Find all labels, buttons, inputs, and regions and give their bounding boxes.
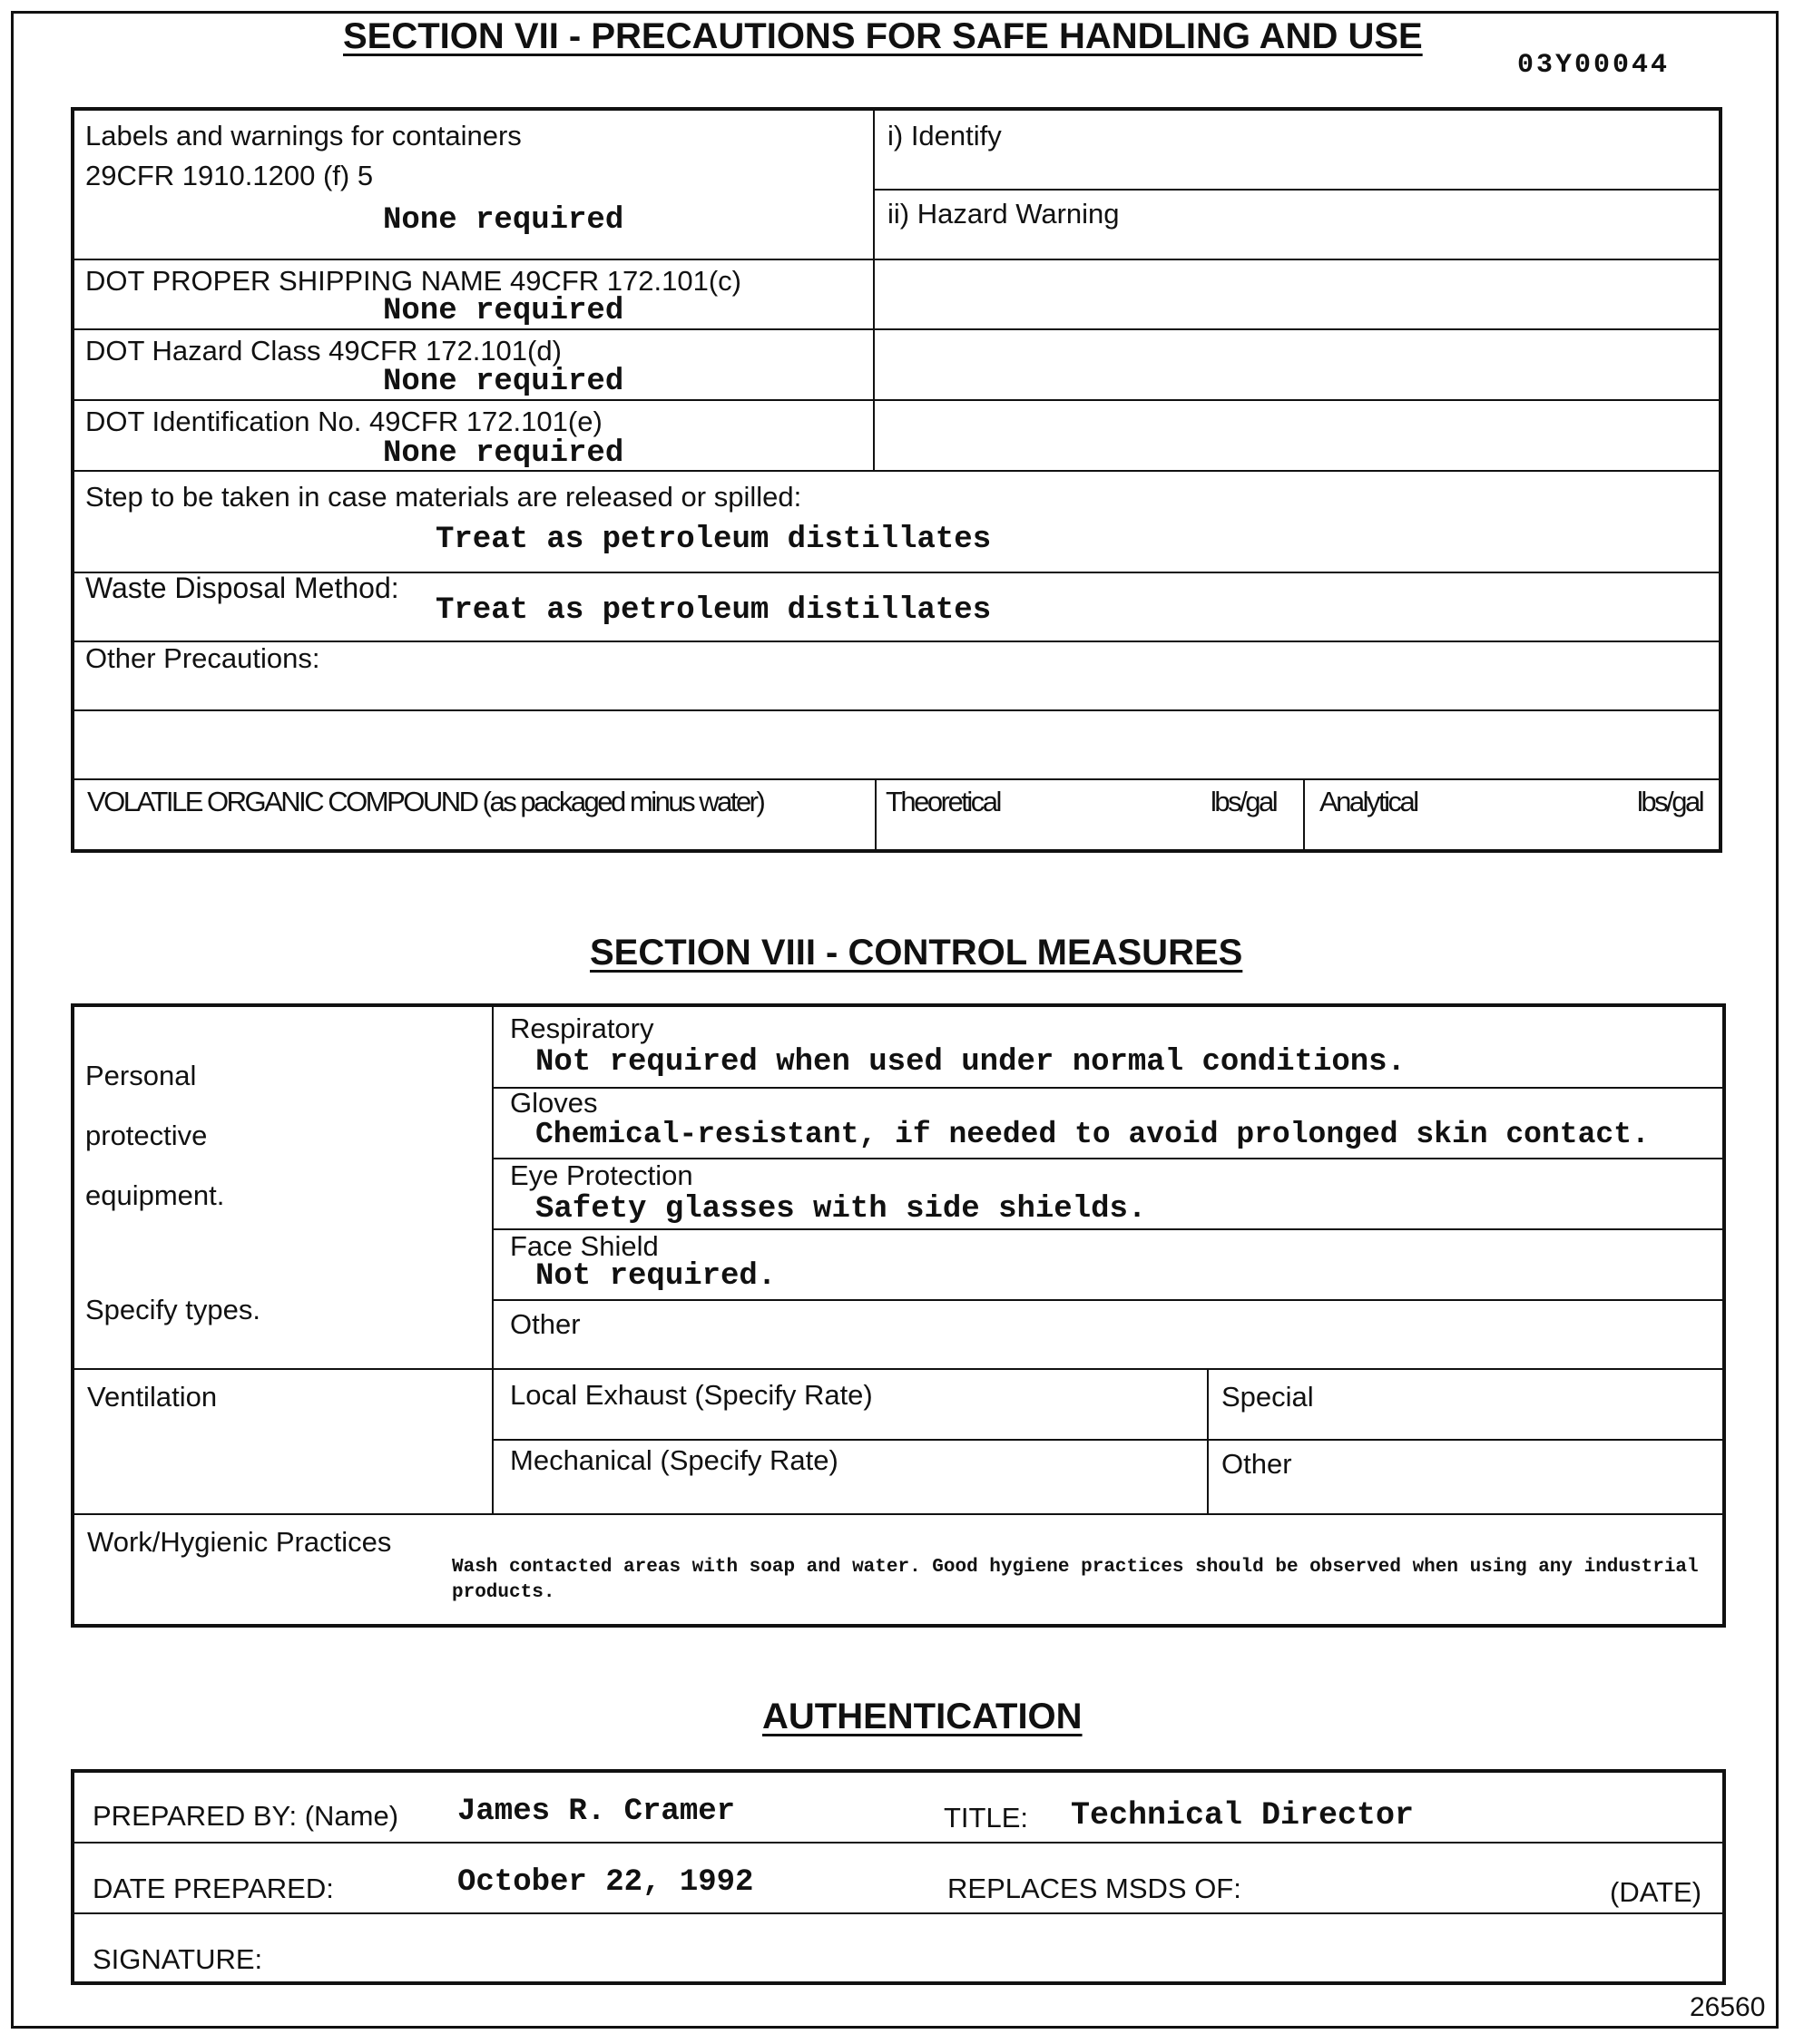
labels-warnings-value: None required <box>383 203 624 238</box>
ventilation-other-label: Other <box>1221 1448 1292 1480</box>
replaces-date-label: (DATE) <box>1610 1876 1702 1908</box>
authentication-table <box>71 1769 1726 1985</box>
divider <box>74 1912 1722 1914</box>
dot-id-label: DOT Identification No. 49CFR 172.101(e) <box>85 406 603 437</box>
dot-shipping-label: DOT PROPER SHIPPING NAME 49CFR 172.101(c) <box>85 265 741 297</box>
divider <box>74 709 1719 711</box>
date-prepared-label: DATE PREPARED: <box>93 1873 334 1904</box>
dot-shipping-value: None required <box>383 294 624 328</box>
hygiene-label: Work/Hygienic Practices <box>87 1526 392 1558</box>
page-number: 26560 <box>1690 1992 1766 2022</box>
authentication-title: AUTHENTICATION <box>762 1697 1083 1736</box>
hygiene-value: Wash contacted areas with soap and water. Good hygiene practices should be observed when using any industrial products. <box>452 1557 1699 1604</box>
title-label: TITLE: <box>944 1802 1029 1834</box>
replaces-msds-label: REPLACES MSDS OF: <box>947 1873 1241 1904</box>
analytical-label: Analytical <box>1319 786 1417 817</box>
theoretical-label: Theoretical <box>886 786 1000 817</box>
document-id: 03Y00044 <box>1517 50 1671 81</box>
divider <box>875 189 1719 191</box>
divider <box>74 328 1719 330</box>
divider <box>492 1007 494 1515</box>
analytical-unit: lbs/gal <box>1637 786 1703 817</box>
labels-warnings-cfr: 29CFR 1910.1200 (f) 5 <box>85 160 374 191</box>
divider <box>74 1368 1722 1370</box>
labels-warnings-label: Labels and warnings for containers <box>85 120 522 152</box>
mechanical-label: Mechanical (Specify Rate) <box>510 1444 838 1476</box>
section7-title: SECTION VII - PRECAUTIONS FOR SAFE HANDLING AND USE <box>343 16 1423 56</box>
divider <box>74 259 1719 260</box>
divider <box>494 1228 1722 1230</box>
ppe-other-label: Other <box>510 1308 581 1340</box>
divider <box>74 641 1719 642</box>
waste-label: Waste Disposal Method: <box>85 572 399 604</box>
divider <box>494 1299 1722 1301</box>
divider <box>1207 1368 1209 1513</box>
identify-label: i) Identify <box>887 120 1002 152</box>
divider <box>875 778 877 851</box>
specify-types-label: Specify types. <box>85 1294 260 1325</box>
face-shield-label: Face Shield <box>510 1230 659 1262</box>
section8-title: SECTION VIII - CONTROL MEASURES <box>590 933 1243 973</box>
ppe-label-line3: equipment. <box>85 1179 225 1211</box>
voc-label: VOLATILE ORGANIC COMPOUND (as packaged minus water) <box>87 786 764 817</box>
section8-table <box>71 1003 1726 1628</box>
spill-value: Treat as petroleum distillates <box>436 523 992 557</box>
divider <box>494 1439 1722 1441</box>
divider <box>74 778 1719 780</box>
divider <box>1303 778 1305 851</box>
divider <box>74 1842 1722 1844</box>
date-prepared-value: October 22, 1992 <box>457 1865 754 1900</box>
divider <box>74 399 1719 401</box>
spill-label: Step to be taken in case materials are released or spilled: <box>85 481 802 513</box>
prepared-by-label: PREPARED BY: (Name) <box>93 1800 399 1832</box>
divider <box>74 1513 1722 1515</box>
divider <box>74 470 1719 472</box>
gloves-label: Gloves <box>510 1087 598 1119</box>
section7-table <box>71 107 1722 853</box>
eye-protection-value: Safety glasses with side shields. <box>535 1192 1147 1227</box>
ppe-label-line2: protective <box>85 1120 208 1151</box>
dot-hazard-value: None required <box>383 365 624 399</box>
respiratory-value: Not required when used under normal conditions. <box>535 1045 1406 1080</box>
waste-value: Treat as petroleum distillates <box>436 593 992 628</box>
local-exhaust-label: Local Exhaust (Specify Rate) <box>510 1379 873 1411</box>
ppe-label-line1: Personal <box>85 1060 197 1091</box>
gloves-value: Chemical-resistant, if needed to avoid prolonged skin contact. <box>535 1118 1650 1151</box>
divider <box>494 1087 1722 1089</box>
title-value: Technical Director <box>1071 1797 1415 1834</box>
divider <box>873 111 875 472</box>
dot-id-value: None required <box>383 436 624 471</box>
other-precautions-label: Other Precautions: <box>85 642 320 674</box>
special-label: Special <box>1221 1381 1314 1413</box>
face-shield-value: Not required. <box>535 1259 777 1294</box>
ventilation-label: Ventilation <box>87 1381 218 1413</box>
eye-protection-label: Eye Protection <box>510 1159 693 1191</box>
dot-hazard-label: DOT Hazard Class 49CFR 172.101(d) <box>85 335 562 367</box>
respiratory-label: Respiratory <box>510 1012 654 1044</box>
theoretical-unit: lbs/gal <box>1211 786 1277 817</box>
hazard-warning-label: ii) Hazard Warning <box>887 198 1120 230</box>
prepared-by-value: James R. Cramer <box>457 1795 736 1829</box>
signature-label: SIGNATURE: <box>93 1943 263 1975</box>
